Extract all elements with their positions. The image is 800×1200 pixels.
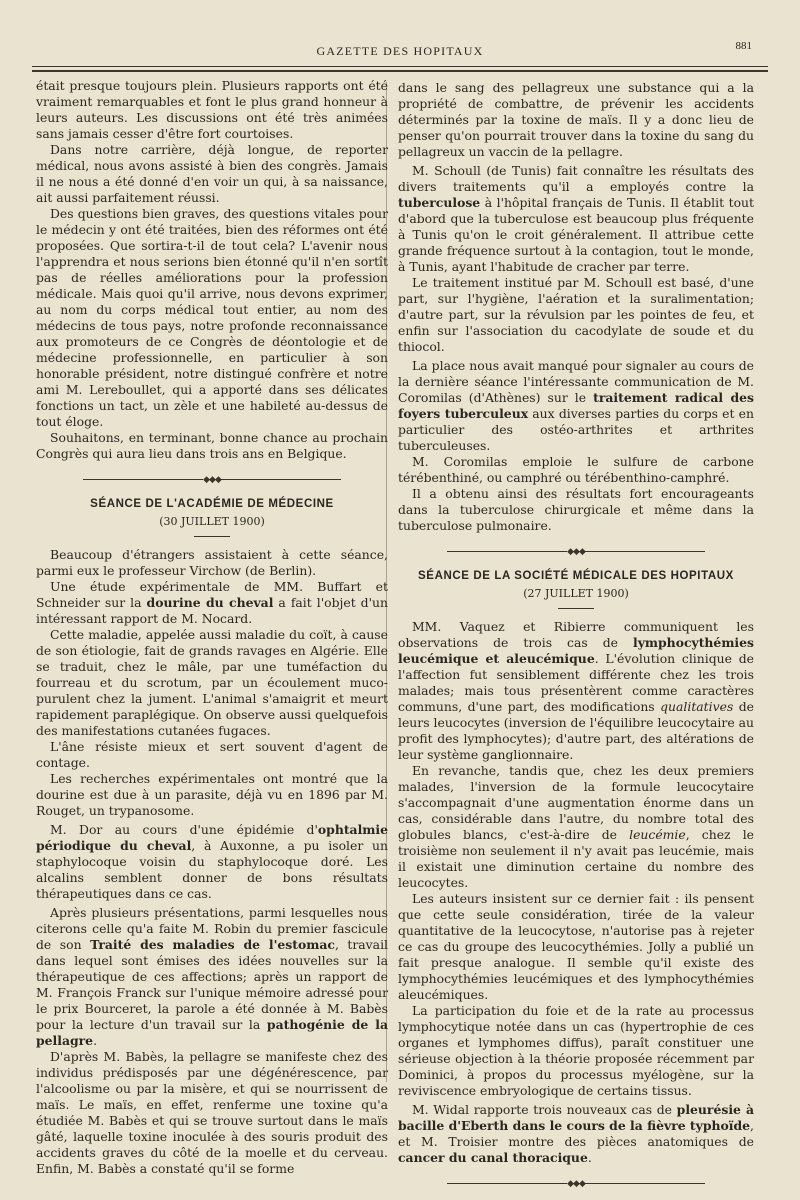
page-number: 881 bbox=[735, 40, 752, 52]
short-rule bbox=[558, 608, 594, 609]
paragraph: Beaucoup d'étrangers assistaient à cette séance, parmi eux le professeur Virchow (de Berlin). bbox=[36, 547, 388, 578]
section-title: SÉANCE DE LA SOCIÉTÉ MÉDICALE DES HOPITAUX bbox=[418, 570, 734, 582]
end-separator: ◆◆◆ bbox=[398, 1176, 754, 1192]
section-date: (27 JUILLET 1900) bbox=[523, 587, 629, 600]
header-rule bbox=[32, 66, 768, 67]
paragraph: était presque toujours plein. Plusieurs rapports ont été vraiment remarquables et font le plus grand honneur à leurs auteurs. Les discussions ont été très animées sans jamais cesser d'être fort courtoises. bbox=[36, 78, 388, 141]
emphasis: lymphocythémies leucémique et aleucémique bbox=[398, 635, 754, 666]
paragraph: Une étude expérimentale de MM. Buffart et Schneider sur la dourine du cheval a fait l'objet d'un intéressant rapport de M. Nocard. bbox=[36, 579, 388, 626]
short-rule bbox=[194, 536, 230, 537]
paragraph: D'après M. Babès, la pellagre se manifeste chez des individus prédisposés par une dégénérescence, par l'alcoolisme ou par la misère, et qui se nourrissent de maïs. Le maïs, en effet, renferme une toxine qu'a étudiée M. Babès et qui se trouve surtout dans le maïs gâté, laquelle toxine inoculée à des souris produit des accidents graves du côté de la moelle et du cerveau. Enfin, M. Babès a constaté qu'il se forme bbox=[36, 1049, 388, 1176]
paragraph: Dans notre carrière, déjà longue, de reporter médical, nous avons assisté à bien des congrès. Jamais il ne nous a été donné d'en voir un qui, à sa naissance, ait aussi parfaitement réussi. bbox=[36, 142, 388, 205]
emphasis: dourine du cheval bbox=[146, 595, 274, 610]
journal-title: GAZETTE DES HOPITAUX bbox=[316, 44, 484, 58]
emphasis: pathogénie de la pellagre bbox=[36, 1017, 388, 1048]
emphasis: Traité des maladies de l'estomac bbox=[90, 937, 335, 952]
paragraph: Les recherches expérimentales ont montré que la dourine est due à un parasite, déjà vu en 1896 par M. Rouget, un trypanosome. bbox=[36, 771, 388, 818]
emphasis: cancer du canal thoracique bbox=[398, 1150, 588, 1165]
right-column bbox=[398, 80, 754, 1200]
paragraph: Les auteurs insistent sur ce dernier fait : ils pensent que cette seule considération, tirée de la valeur quantitative de la leucocytose, n'autorise pas à rejeter ce cas du groupe des leucocythémies. Jolly a publié un fait presque analogue. Il semble qu'il existe des lymphocythémies leucémiques et des lymphocythémies aleucémiques. bbox=[398, 891, 754, 1002]
paragraph: M. Widal rapporte trois nouveaux cas de pleurésie à bacille d'Eberth dans le cours de la fièvre typhoïde, et M. Troisier montre des pièces anatomiques de cancer du canal thoracique. bbox=[398, 1102, 754, 1165]
italic-term: leucémie bbox=[629, 827, 686, 842]
paragraph: MM. Vaquez et Ribierre communiquent les observations de trois cas de lymphocythémies leucémique et aleucémique. L'évolution clinique de l'affection fut sensiblement différente chez les trois malades; mais tous présentèrent comme caractères communs, d'une part, des modifications qualitatives de leurs leucocytes (inversion de l'équilibre leucocytaire au profit des lymphocytes); d'autre part, des altérations de leur système ganglionnaire. bbox=[398, 619, 755, 762]
paragraph: Des questions bien graves, des questions vitales pour le médecin y ont été traitées, bien des réformes ont été proposées. Que sortira-t-il de tout cela? L'avenir nous l'apprendra et nous serions bien étonné qu'il n'en sortît pas de réelles améliorations pour la profession médicale. Mais quoi qu'il arrive, nous devons exprimer, au nom du corps médical tout entier, au nom des médecins de tous pays, notre profonde reconnaissance aux promoteurs de ce Congrès de déontologie et de médecine professionnelle, en particulier à son honorable président, notre distingué confrère et notre ami M. Lereboullet, qui a apporté dans ses délicates fonctions un tact, un zèle et une habileté au-dessus de tout éloge. bbox=[36, 206, 388, 429]
paragraph: La place nous avait manqué pour signaler au cours de la dernière séance l'intéressante communication de M. Coromilas (d'Athènes) sur le traitement radical des foyers tuberculeux aux diverses parties du corps et en particulier des ostéo-arthrites et arthrites tuberculeuses. bbox=[398, 358, 754, 453]
paragraph: La participation du foie et de la rate au processus lymphocytique notée dans un cas (hypertrophie de ces organes et lymphomes diffus), paraît constituer une sérieuse objection à la théorie proposée récemment par Dominici, à propos du processus myélogène, sur la reviviscence embryologique de certains tissus. bbox=[398, 1003, 754, 1098]
italic-term: qualitatives bbox=[660, 699, 734, 714]
paragraph: M. Schoull (de Tunis) fait connaître les résultats des divers traitements qu'il a employés contre la tuberculose à l'hôpital français de Tunis. Il établit tout d'abord que la tuberculose est beaucoup plus fréquente à Tunis qu'on le croit généralement. Il attribue cette grande fréquence surtout à la contagion, tout le monde, à Tunis, ayant l'habitude de cracher par terre. bbox=[398, 163, 754, 274]
paragraph: M. Dor au cours d'une épidémie d'ophtalmie périodique du cheval, à Auxonne, a pu isoler un staphylocoque voisin du staphylocoque doré. Les alcalins semblent donner de bons résultats thérapeutiques dans ce cas. bbox=[36, 822, 388, 901]
left-column bbox=[36, 78, 388, 1177]
paragraph: L'âne résiste mieux et sert souvent d'agent de contage. bbox=[36, 739, 388, 770]
paragraph: M. Coromilas emploie le sulfure de carbone térébenthiné, ou camphré ou térébenthino-camphré. bbox=[398, 454, 754, 485]
emphasis: pleurésie à bacille d'Eberth dans le cours de la fièvre typhoïde bbox=[398, 1102, 754, 1133]
emphasis: traitement radical des foyers tuberculeux bbox=[398, 390, 754, 421]
paragraph: Le traitement institué par M. Schoull est basé, d'une part, sur l'hygiène, l'aération et la suralimentation; d'autre part, sur la révulsion par les pointes de feu, et enfin sur l'association du cacodylate de soude et du thiocol. bbox=[398, 275, 754, 354]
paragraph: Souhaitons, en terminant, bonne chance au prochain Congrès qui aura lieu dans trois ans en Belgique. bbox=[36, 430, 388, 461]
emphasis: ophtalmie périodique du cheval bbox=[36, 822, 388, 853]
emphasis: tuberculose bbox=[398, 195, 481, 210]
paragraph: Après plusieurs présentations, parmi lesquelles nous citerons celle qu'a faite M. Robin du premier fascicule de son Traité des maladies de l'estomac, travail dans lequel sont émises des idées nouvelles sur la thérapeutique de ces affections; après un rapport de M. François Franck sur l'unique mémoire adressé pour le prix Bourceret, la parole a été donnée à M. Babès pour la lecture d'un travail sur la pathogénie de la pellagre. bbox=[36, 905, 388, 1048]
section-separator: ◆◆◆ bbox=[36, 472, 388, 488]
section-date: (30 JUILLET 1900) bbox=[159, 515, 265, 528]
section-separator: ◆◆◆ bbox=[398, 544, 754, 560]
header-rule-double bbox=[32, 70, 768, 72]
section-title: SÉANCE DE L'ACADÉMIE DE MÉDECINE bbox=[90, 498, 334, 510]
paragraph: En revanche, tandis que, chez les deux premiers malades, l'inversion de la formule leucocytaire s'accompagnait d'une augmentation énorme dans un cas, considérable dans l'autre, du nombre total des globules blancs, c'est-à-dire de leucémie, chez le troisième non seulement il n'y avait pas leucémie, mais il existait une diminution certaine du nombre des leucocytes. bbox=[398, 763, 754, 890]
paragraph: dans le sang des pellagreux une substance qui a la propriété de combattre, de prévenir les accidents déterminés par la toxine de maïs. Il y a donc lieu de penser qu'on pourrait trouver dans la toxine du sang du pellagreux un vaccin de la pellagre. bbox=[398, 80, 754, 159]
paragraph: Cette maladie, appelée aussi maladie du coït, à cause de son étiologie, fait de grands ravages en Algérie. Elle se traduit, chez le mâle, par une tuméfaction du fourreau et du scrotum, par un écoulement muco-purulent chez la jument. L'animal s'amaigrit et meurt rapidement paraplégique. On observe aussi quelquefois des manifestations cutanées fugaces. bbox=[36, 627, 388, 738]
paragraph: Il a obtenu ainsi des résultats fort encourageants dans la tuberculose chirurgicale et même dans la tuberculose pulmonaire. bbox=[398, 486, 754, 533]
